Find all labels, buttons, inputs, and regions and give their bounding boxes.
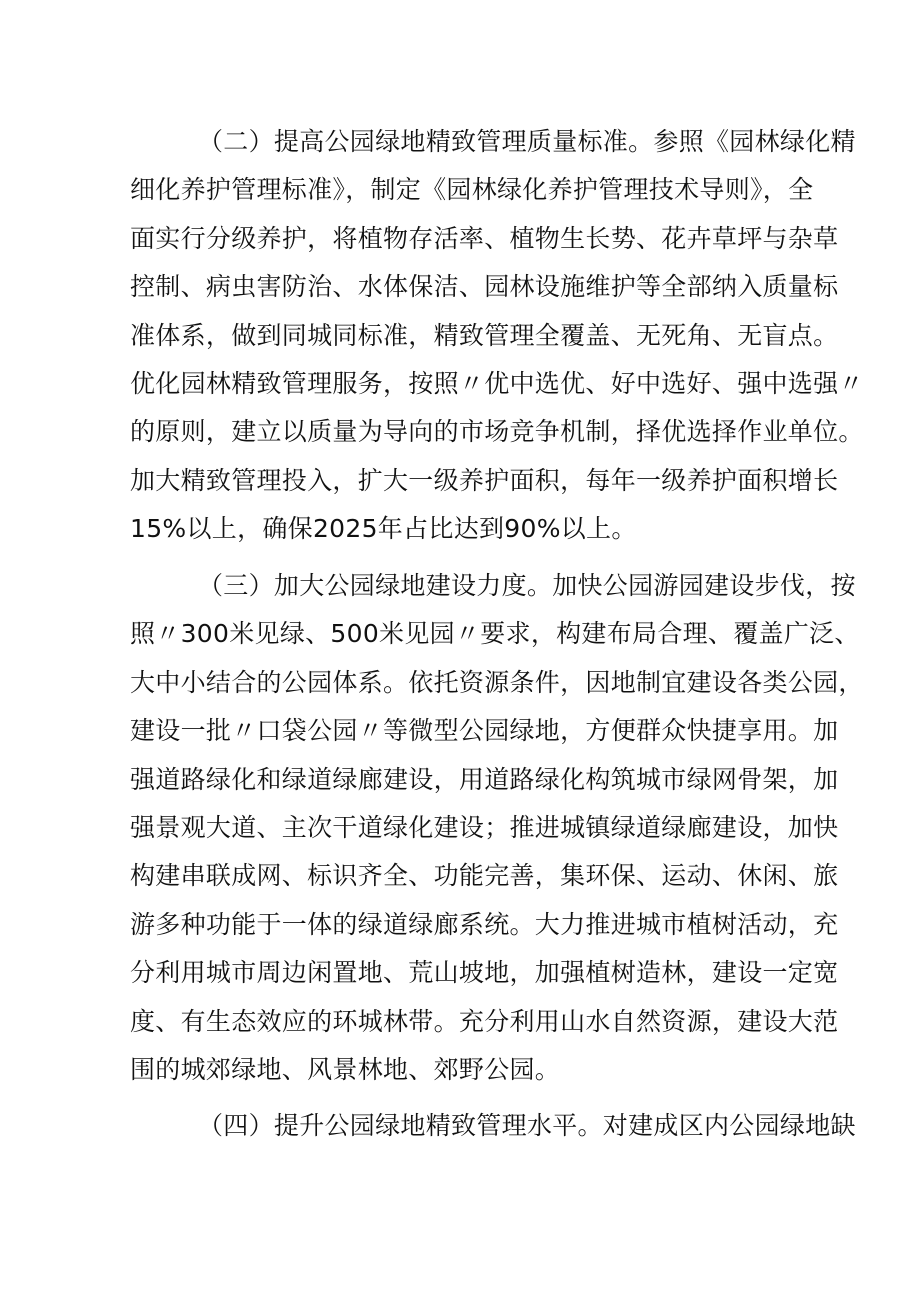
paragraph-line: 控制、病虫害防治、水体保洁、园林设施维护等全部纳入质量标 xyxy=(130,272,839,302)
paragraph-line: （四）提升公园绿地精致管理水平。对建成区内公园绿地缺 xyxy=(198,1111,856,1140)
paragraph-line: 准体系，做到同城同标准，精致管理全覆盖、无死角、无盲点。 xyxy=(130,320,839,350)
paragraph-line: 优化园林精致管理服务，按照〃优中选优、好中选好、强中选强〃 xyxy=(130,368,864,398)
paragraph-line: 强景观大道、主次干道绿化建设；推进城镇绿道绿廊建设，加快 xyxy=(130,812,839,842)
paragraph-line: 照〃300米见绿、500米见园〃要求，构建布局合理、覆盖广泛、 xyxy=(130,619,860,649)
paragraph-line: 度、有生态效应的环城林带。充分利用山水自然资源，建设大范 xyxy=(130,1006,839,1036)
paragraph-management-level xyxy=(130,1102,856,1150)
paragraph-line: （三）加大公园绿地建设力度。加快公园游园建设步伐，按 xyxy=(198,571,856,600)
paragraph-line: 的原则，建立以质量为导向的市场竞争机制，择优选择作业单位。 xyxy=(130,417,864,447)
paragraph-line: 大中小结合的公园体系。依托资源条件，因地制宜建设各类公园， xyxy=(130,667,864,697)
paragraph-line: 15%以上，确保2025年占比达到90%以上。 xyxy=(130,514,637,544)
paragraph-line: 细化养护管理标准》，制定《园林绿化养护管理技术导则》，全 xyxy=(130,175,814,205)
paragraph-management-standards xyxy=(130,118,864,554)
paragraph-line: 构建串联成网、标识齐全、功能完善，集环保、运动、休闲、旅 xyxy=(130,861,839,891)
paragraph-line: （二）提高公园绿地精致管理质量标准。参照《园林绿化精 xyxy=(198,127,856,156)
paragraph-line: 加大精致管理投入，扩大一级养护面积，每年一级养护面积增长 xyxy=(130,465,839,495)
paragraph-line: 分利用城市周边闲置地、荒山坡地，加强植树造林，建设一定宽 xyxy=(130,958,839,988)
paragraph-line: 强道路绿化和绿道绿廊建设，用道路绿化构筑城市绿网骨架，加 xyxy=(130,764,839,794)
paragraph-park-construction xyxy=(130,562,864,1094)
paragraph-line: 游多种功能于一体的绿道绿廊系统。大力推进城市植树活动，充 xyxy=(130,909,839,939)
paragraph-line: 建设一批〃口袋公园〃等微型公园绿地，方便群众快捷享用。加 xyxy=(130,716,839,746)
paragraph-line: 面实行分级养护，将植物存活率、植物生长势、花卉草坪与杂草 xyxy=(130,223,839,253)
paragraph-line: 围的城郊绿地、风景林地、郊野公园。 xyxy=(130,1054,561,1084)
